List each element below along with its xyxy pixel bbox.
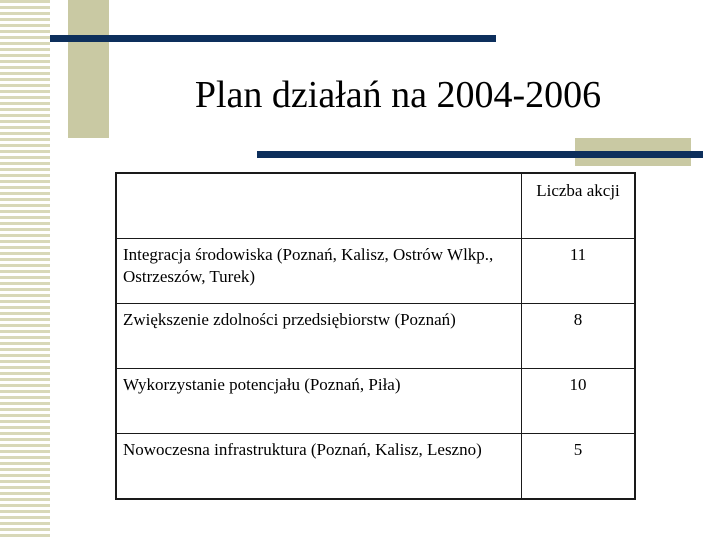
row-value: 5 bbox=[522, 434, 636, 500]
row-value: 10 bbox=[522, 369, 636, 434]
table-row bbox=[116, 239, 635, 304]
row-value: 11 bbox=[522, 239, 636, 304]
row-label: Nowoczesna infrastruktura (Poznań, Kalisz, Leszno) bbox=[116, 434, 522, 500]
header-cell-empty bbox=[116, 173, 522, 239]
decorative-line-top bbox=[50, 35, 496, 42]
table-header-row bbox=[116, 173, 635, 239]
actions-table bbox=[115, 172, 636, 500]
slide-title: Plan działań na 2004-2006 bbox=[194, 74, 602, 116]
row-label: Integracja środowiska (Poznań, Kalisz, Ostrów Wlkp., Ostrzeszów, Turek) bbox=[116, 239, 522, 304]
decorative-line-bottom bbox=[257, 151, 703, 158]
row-label: Zwiększenie zdolności przedsiębiorstw (Poznań) bbox=[116, 304, 522, 369]
table-row bbox=[116, 434, 635, 500]
table-row bbox=[116, 369, 635, 434]
header-cell-count: Liczba akcji bbox=[522, 173, 636, 239]
table-row bbox=[116, 304, 635, 369]
row-label: Wykorzystanie potencjału (Poznań, Piła) bbox=[116, 369, 522, 434]
row-value: 8 bbox=[522, 304, 636, 369]
